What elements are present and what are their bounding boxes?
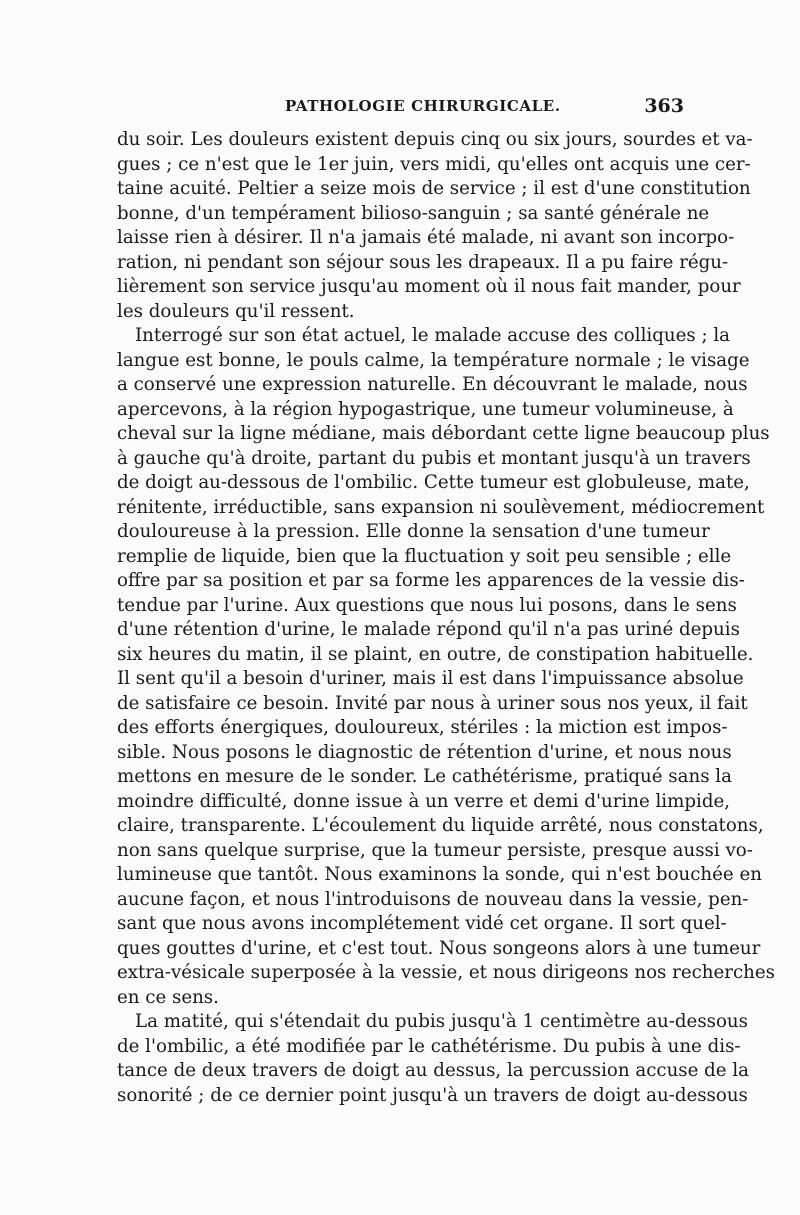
text-line: bonne, d'un tempérament bilioso-sanguin ; sa santé générale ne — [117, 202, 710, 224]
text-line: sible. Nous posons le diagnostic de rétention d'urine, et nous nous — [117, 741, 732, 763]
text-line: non sans quelque surprise, que la tumeur persiste, presque aussi vo- — [117, 839, 753, 861]
text-line: apercevons, à la région hypogastrique, une tumeur volumineuse, à — [117, 398, 734, 420]
text-line: extra-vésicale superposée à la vessie, et nous dirigeons nos recherches — [117, 962, 775, 983]
text-line: gues ; ce n'est que le 1er juin, vers midi, qu'elles ont acquis une cer- — [117, 153, 751, 175]
text-line: cheval sur la ligne médiane, mais débordant cette ligne beaucoup plus — [117, 423, 770, 444]
text-line: lièrement son service jusqu'au moment où il nous fait mander, pour — [117, 276, 741, 297]
paragraph-start-line: La matité, qui s'étendait du pubis jusqu'à 1 centimètre au-dessous — [135, 1011, 748, 1032]
text-line: langue est bonne, le pouls calme, la température normale ; le visage — [117, 349, 750, 371]
body-text — [117, 128, 775, 1108]
text-line: offre par sa position et par sa forme les apparences de la vessie dis- — [117, 570, 745, 591]
text-line: du soir. Les douleurs existent depuis cinq ou six jours, sourdes et va- — [117, 129, 753, 150]
text-line: tance de deux travers de doigt au dessus, la percussion accuse de la — [117, 1060, 750, 1081]
text-line: rénitente, irréductible, sans expansion ni soulèvement, médiocrement — [117, 496, 765, 518]
text-line: mettons en mesure de le sonder. Le cathétérisme, pratiqué sans la — [117, 766, 732, 787]
text-line: lumineuse que tantôt. Nous examinons la sonde, qui n'est bouchée en — [117, 864, 762, 885]
page-number: 363 — [644, 95, 684, 117]
page-header — [117, 95, 684, 125]
paragraph-end-line: les douleurs qu'il ressent. — [117, 300, 355, 322]
running-head: PATHOLOGIE CHIRURGICALE. — [285, 97, 561, 115]
text-line: taine acuité. Peltier a seize mois de service ; il est d'une constitution — [117, 178, 751, 199]
text-line: sonorité ; de ce dernier point jusqu'à un travers de doigt au-dessous — [117, 1084, 748, 1106]
text-line: ration, ni pendant son séjour sous les drapeaux. Il a pu faire régu- — [117, 251, 729, 273]
text-line: de l'ombilic, a été modifiée par le cathétérisme. Du pubis à une dis- — [117, 1035, 741, 1057]
text-line: sant que nous avons incomplétement vidé cet organe. Il sort quel- — [117, 913, 727, 934]
text-line: moindre difficulté, donne issue à un verre et demi d'urine limpide, — [117, 790, 731, 812]
text-line: des efforts énergiques, douloureux, stériles : la miction est impos- — [117, 717, 728, 738]
paragraph-start-line: Interrogé sur son état actuel, le malade accuse des colliques ; la — [135, 325, 731, 346]
text-line: a conservé une expression naturelle. En découvrant le malade, nous — [117, 374, 748, 395]
text-line: à gauche qu'à droite, partant du pubis et montant jusqu'à un travers — [117, 447, 751, 469]
text-line: remplie de liquide, bien que la fluctuation y soit peu sensible ; elle — [117, 545, 732, 567]
text-line: tendue par l'urine. Aux questions que nous lui posons, dans le sens — [117, 594, 737, 616]
text-line: douloureuse à la pression. Elle donne la sensation d'une tumeur — [117, 521, 710, 542]
text-line: d'une rétention d'urine, le malade répond qu'il n'a pas uriné depuis — [117, 619, 740, 640]
text-line: laisse rien à désirer. Il n'a jamais été malade, ni avant son incorpo- — [117, 227, 735, 248]
text-line: Il sent qu'il a besoin d'uriner, mais il est dans l'impuissance absolue — [117, 668, 744, 689]
text-line: claire, transparente. L'écoulement du liquide arrêté, nous constatons, — [117, 815, 764, 836]
text-line: de satisfaire ce besoin. Invité par nous à uriner sous nos yeux, il fait — [117, 692, 748, 714]
text-line: aucune façon, et nous l'introduisons de nouveau dans la vessie, pen- — [117, 888, 749, 910]
paragraph-end-line: en ce sens. — [117, 986, 219, 1008]
text-line: ques gouttes d'urine, et c'est tout. Nous songeons alors à une tumeur — [117, 937, 761, 959]
text-line: six heures du matin, il se plaint, en outre, de constipation habituelle. — [117, 643, 754, 665]
text-line: de doigt au-dessous de l'ombilic. Cette tumeur est globuleuse, mate, — [117, 472, 750, 493]
